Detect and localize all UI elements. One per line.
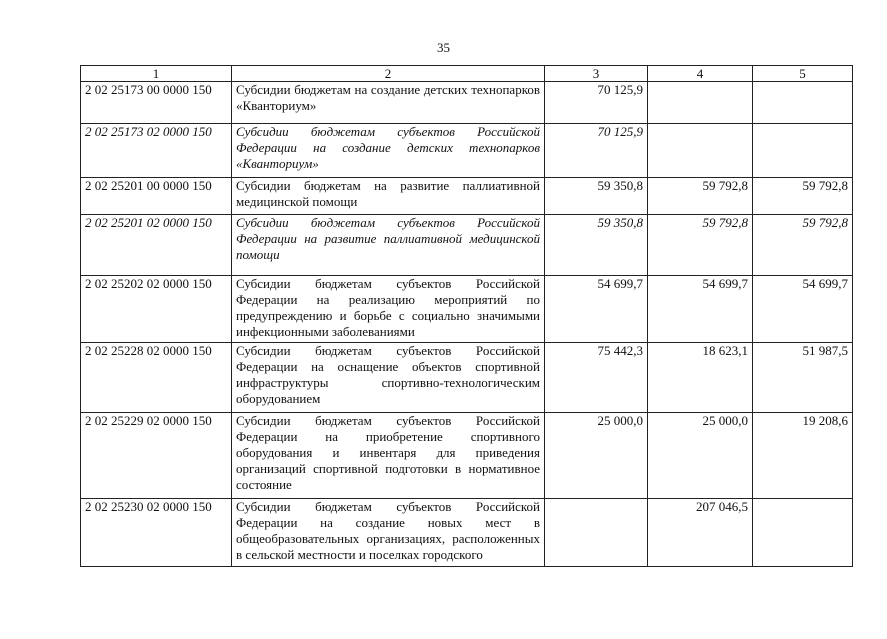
value-col5: 51 987,5	[753, 343, 853, 413]
budget-code: 2 02 25230 02 0000 150	[81, 499, 232, 567]
budget-code: 2 02 25202 02 0000 150	[81, 276, 232, 343]
value-col5: 59 792,8	[753, 178, 853, 215]
row-description: Субсидии бюджетам субъектов Российской Федерации на развитие паллиативной медицинской помощи	[232, 215, 545, 276]
header-cell-3: 3	[545, 66, 648, 82]
value-col4: 54 699,7	[648, 276, 753, 343]
budget-table	[80, 65, 853, 567]
value-col3: 54 699,7	[545, 276, 648, 343]
table-row	[81, 215, 853, 276]
value-col4: 59 792,8	[648, 178, 753, 215]
value-col3: 25 000,0	[545, 413, 648, 499]
row-description: Субсидии бюджетам на развитие паллиативной медицинской помощи	[232, 178, 545, 215]
value-col3	[545, 499, 648, 567]
row-description: Субсидии бюджетам на создание детских технопарков «Кванториум»	[232, 82, 545, 124]
header-row	[81, 66, 853, 82]
table-row	[81, 499, 853, 567]
row-description: Субсидии бюджетам субъектов Российской Федерации на оснащение объектов спортивной инфраструктуры спортивно-технологическим оборудованием	[232, 343, 545, 413]
table-row	[81, 276, 853, 343]
table-row	[81, 178, 853, 215]
budget-code: 2 02 25201 00 0000 150	[81, 178, 232, 215]
header-cell-4: 4	[648, 66, 753, 82]
table-row	[81, 124, 853, 178]
value-col5: 59 792,8	[753, 215, 853, 276]
value-col4: 18 623,1	[648, 343, 753, 413]
budget-code: 2 02 25201 02 0000 150	[81, 215, 232, 276]
value-col5: 19 208,6	[753, 413, 853, 499]
value-col4	[648, 82, 753, 124]
row-description: Субсидии бюджетам субъектов Российской Федерации на реализацию мероприятий по предупреждению и борьбе с социально значимыми инфекционными заболеваниями	[232, 276, 545, 343]
row-description: Субсидии бюджетам субъектов Российской Федерации на создание новых мест в общеобразовательных организациях, расположенных в сельской местности и поселках городского	[232, 499, 545, 567]
budget-code: 2 02 25173 00 0000 150	[81, 82, 232, 124]
budget-code: 2 02 25228 02 0000 150	[81, 343, 232, 413]
budget-code: 2 02 25173 02 0000 150	[81, 124, 232, 178]
page-number: 35	[437, 40, 450, 55]
header-cell-2: 2	[232, 66, 545, 82]
value-col5	[753, 124, 853, 178]
budget-code: 2 02 25229 02 0000 150	[81, 413, 232, 499]
value-col3: 59 350,8	[545, 178, 648, 215]
value-col4	[648, 124, 753, 178]
header-cell-1: 1	[81, 66, 232, 82]
table-row	[81, 82, 853, 124]
table-row	[81, 413, 853, 499]
value-col3: 70 125,9	[545, 124, 648, 178]
value-col4: 25 000,0	[648, 413, 753, 499]
value-col3: 75 442,3	[545, 343, 648, 413]
value-col3: 70 125,9	[545, 82, 648, 124]
row-description: Субсидии бюджетам субъектов Российской Федерации на создание детских технопарков «Кванториум»	[232, 124, 545, 178]
header-cell-5: 5	[753, 66, 853, 82]
value-col5: 54 699,7	[753, 276, 853, 343]
row-description: Субсидии бюджетам субъектов Российской Федерации на приобретение спортивного оборудования и инвентаря для приведения организаций спортивной подготовки в нормативное состояние	[232, 413, 545, 499]
table-row	[81, 343, 853, 413]
value-col4: 59 792,8	[648, 215, 753, 276]
value-col3: 59 350,8	[545, 215, 648, 276]
value-col5	[753, 82, 853, 124]
value-col5	[753, 499, 853, 567]
value-col4: 207 046,5	[648, 499, 753, 567]
